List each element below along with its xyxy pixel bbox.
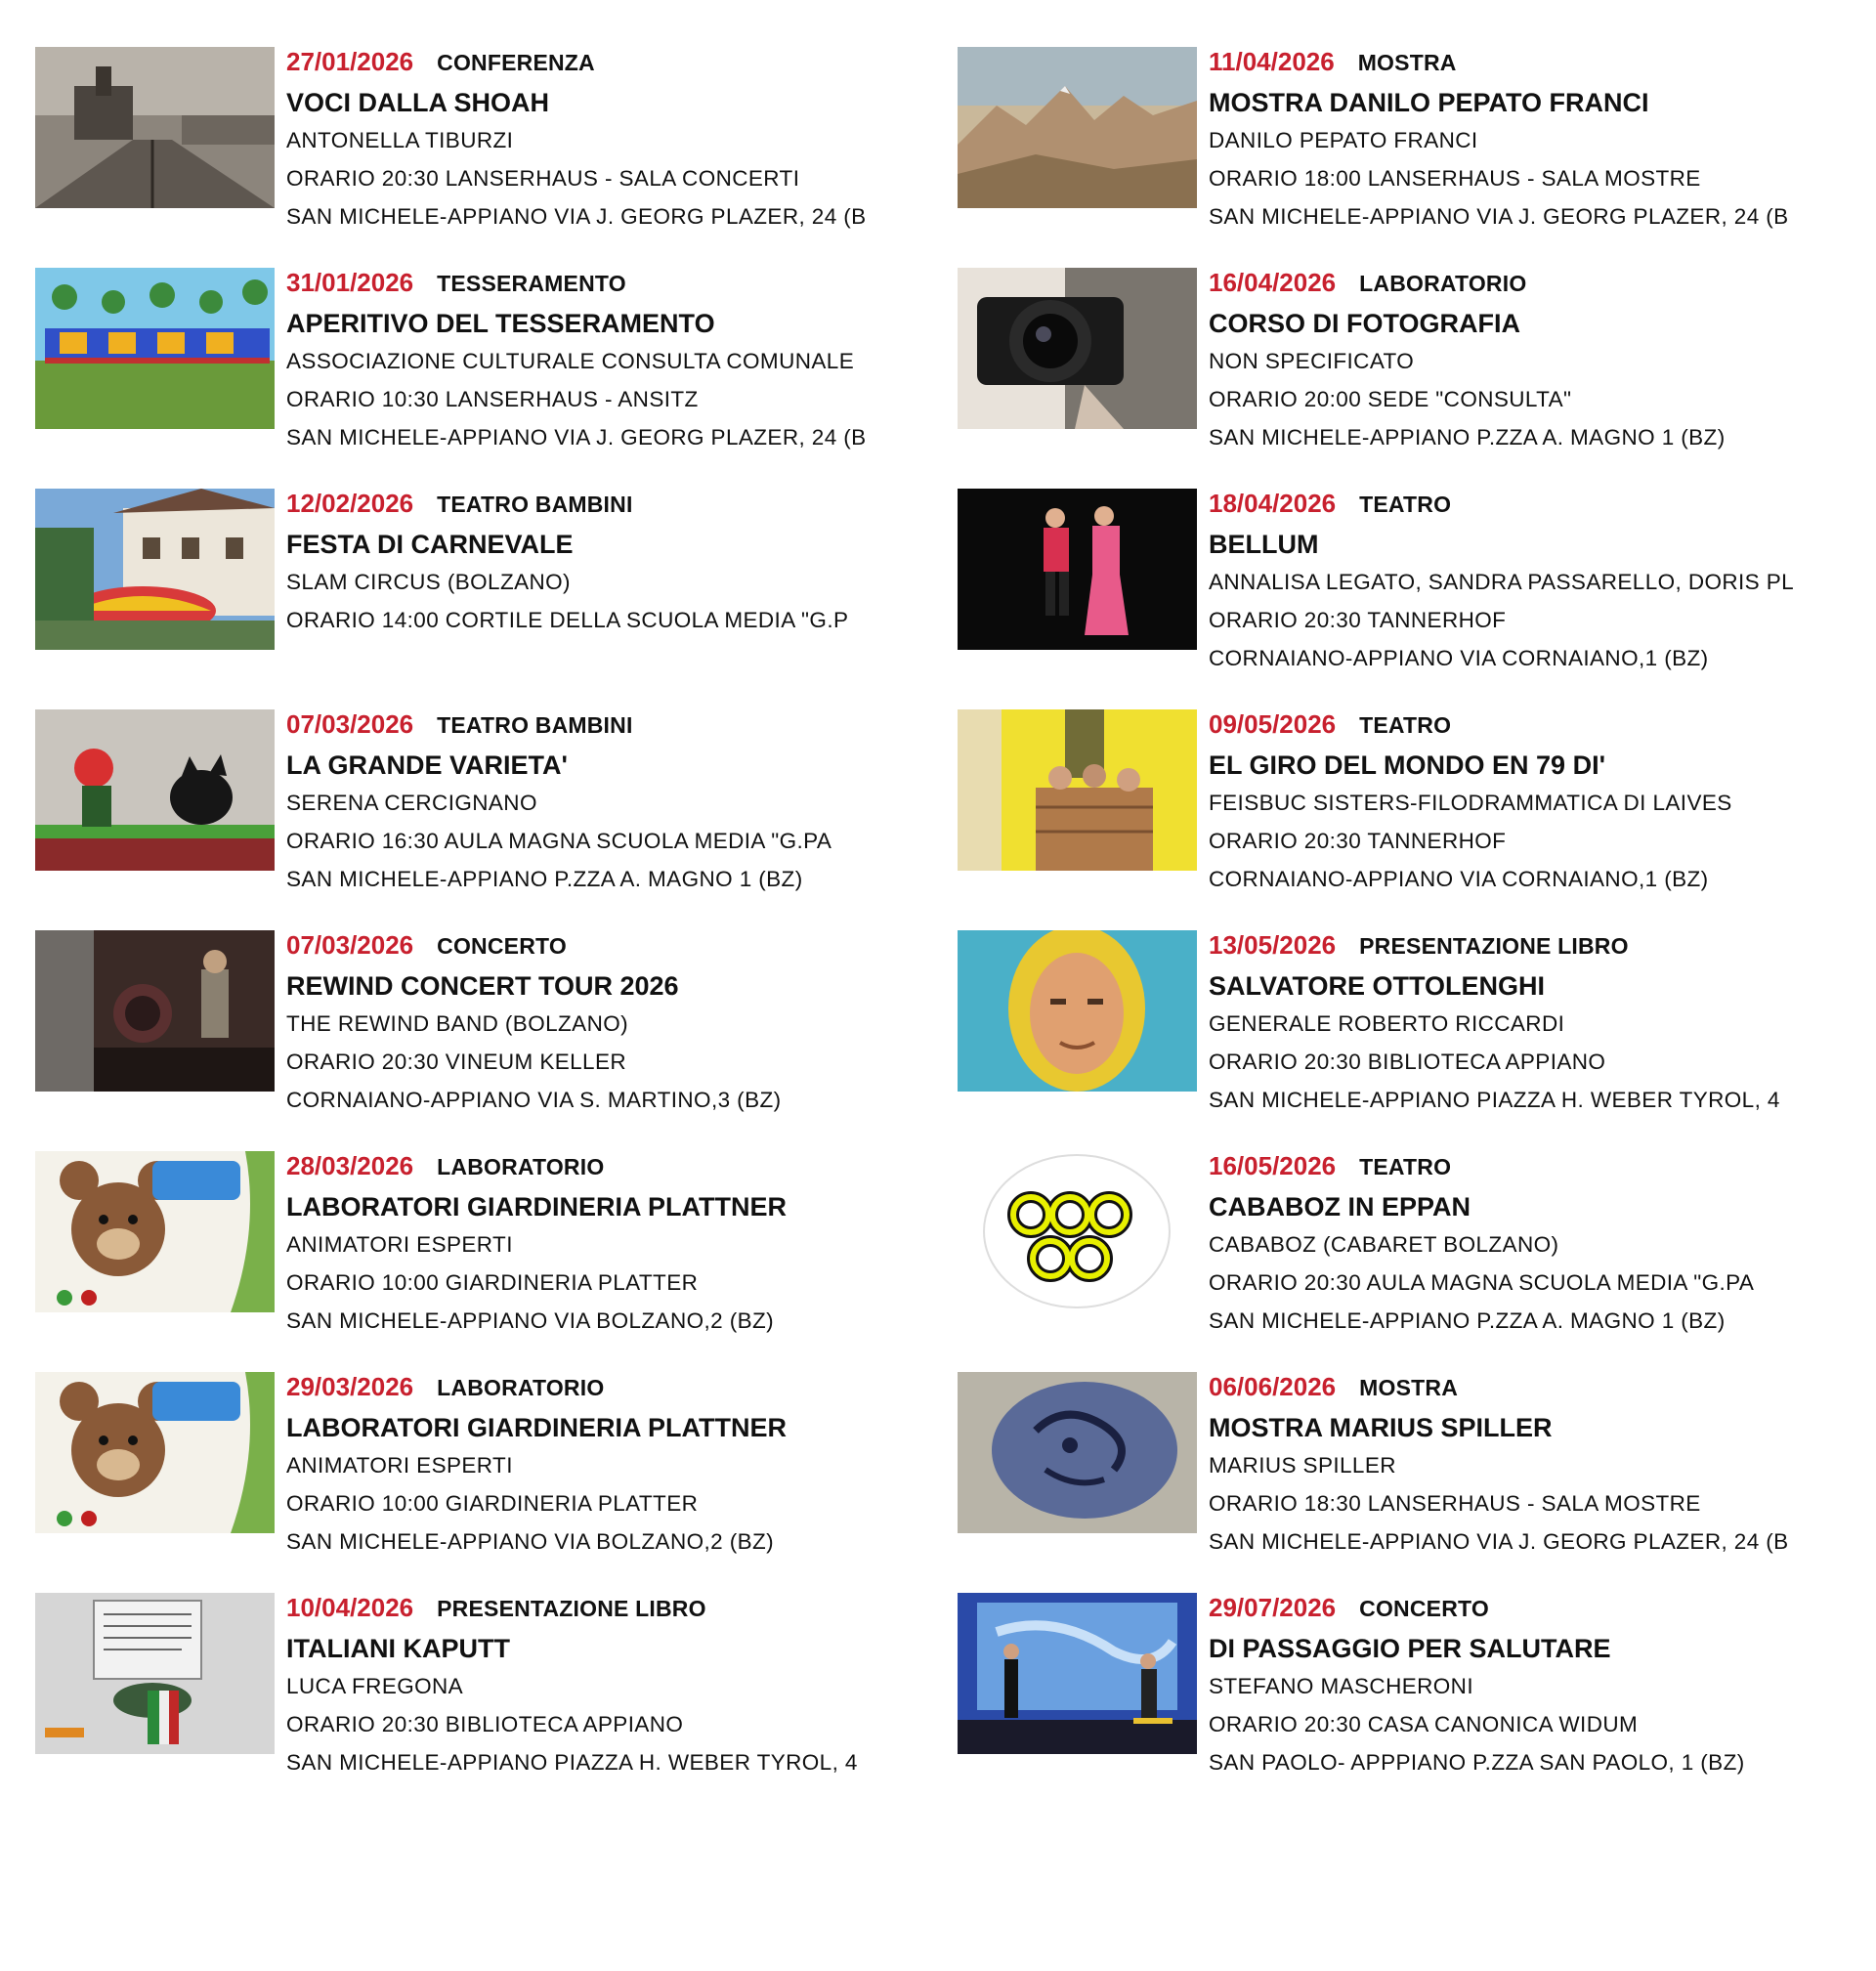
event-author: ASSOCIAZIONE CULTURALE CONSULTA COMUNALE <box>286 349 855 373</box>
event-date: 29/03/2026 <box>286 1372 414 1401</box>
event-category: MOSTRA <box>1357 50 1457 75</box>
event-address: SAN PAOLO- APPPIANO P.ZZA SAN PAOLO, 1 (BZ) <box>1209 1750 1745 1775</box>
event-address: SAN MICHELE-APPIANO PIAZZA H. WEBER TYROL, 4 <box>286 1750 858 1775</box>
events-column-left <box>35 47 915 1814</box>
event-photo-teddy-bear <box>35 1151 275 1312</box>
event-address <box>286 639 912 677</box>
event-time-place: ORARIO 20:30 VINEUM KELLER <box>286 1050 627 1074</box>
event-date: 12/02/2026 <box>286 489 414 518</box>
event-category: PRESENTAZIONE LIBRO <box>437 1596 706 1621</box>
event-info <box>286 930 912 1119</box>
event-card[interactable] <box>958 268 1837 489</box>
event-photo-portrait <box>958 930 1197 1092</box>
event-card[interactable] <box>35 1593 915 1814</box>
event-card[interactable] <box>958 1593 1837 1814</box>
event-info <box>286 47 912 236</box>
event-title: LA GRANDE VARIETA' <box>286 750 568 780</box>
event-info <box>1209 47 1834 236</box>
event-info <box>1209 1593 1834 1781</box>
event-author: ANIMATORI ESPERTI <box>286 1232 513 1257</box>
event-info <box>1209 709 1834 898</box>
event-date: 06/06/2026 <box>1209 1372 1337 1401</box>
event-photo-balloon <box>958 709 1197 871</box>
event-info <box>1209 1372 1834 1561</box>
event-card[interactable] <box>35 47 915 268</box>
event-card[interactable] <box>35 268 915 489</box>
event-time-place: ORARIO 20:30 BIBLIOTECA APPIANO <box>1209 1050 1606 1074</box>
event-title: LABORATORI GIARDINERIA PLATTNER <box>286 1192 787 1221</box>
event-card[interactable] <box>35 1151 915 1372</box>
event-author: LUCA FREGONA <box>286 1674 464 1698</box>
event-category: TEATRO <box>1359 712 1452 738</box>
event-title: LABORATORI GIARDINERIA PLATTNER <box>286 1413 787 1442</box>
event-date: 18/04/2026 <box>1209 489 1337 518</box>
event-info <box>286 709 912 898</box>
event-info <box>1209 930 1834 1119</box>
event-date: 31/01/2026 <box>286 268 414 297</box>
event-date: 11/04/2026 <box>1209 47 1335 76</box>
event-date: 27/01/2026 <box>286 47 414 76</box>
event-category: LABORATORIO <box>437 1375 605 1400</box>
event-address: CORNAIANO-APPIANO VIA S. MARTINO,3 (BZ) <box>286 1088 782 1112</box>
event-date: 16/04/2026 <box>1209 268 1337 297</box>
event-category: TEATRO <box>1359 492 1452 517</box>
event-card[interactable] <box>958 1151 1837 1372</box>
event-address: SAN MICHELE-APPIANO P.ZZA A. MAGNO 1 (BZ) <box>1209 1308 1726 1333</box>
event-info <box>286 1372 912 1561</box>
event-time-place: ORARIO 10:00 GIARDINERIA PLATTER <box>286 1270 699 1295</box>
event-card[interactable] <box>958 47 1837 268</box>
event-photo-puppets <box>35 709 275 871</box>
event-date: 13/05/2026 <box>1209 930 1337 960</box>
event-author: SERENA CERCIGNANO <box>286 791 537 815</box>
event-photo-mountain-painting <box>958 47 1197 208</box>
events-column-right <box>958 47 1837 1814</box>
event-category: LABORATORIO <box>437 1154 605 1179</box>
event-info <box>1209 268 1834 456</box>
event-category: PRESENTAZIONE LIBRO <box>1359 933 1629 959</box>
event-author: FEISBUC SISTERS-FILODRAMMATICA DI LAIVES <box>1209 791 1732 815</box>
event-time-place: ORARIO 18:30 LANSERHAUS - SALA MOSTRE <box>1209 1491 1701 1516</box>
event-card[interactable] <box>958 709 1837 930</box>
event-title: DI PASSAGGIO PER SALUTARE <box>1209 1634 1611 1663</box>
event-card[interactable] <box>35 930 915 1151</box>
event-photo-train-cartoon <box>35 268 275 429</box>
event-address: SAN MICHELE-APPIANO VIA J. GEORG PLAZER, 24 (B <box>286 204 867 229</box>
event-author: MARIUS SPILLER <box>1209 1453 1396 1478</box>
event-address: SAN MICHELE-APPIANO VIA BOLZANO,2 (BZ) <box>286 1308 775 1333</box>
event-address: SAN MICHELE-APPIANO VIA J. GEORG PLAZER, 24 (B <box>1209 1529 1789 1554</box>
event-date: 10/04/2026 <box>286 1593 414 1622</box>
event-info <box>286 1593 912 1781</box>
event-author: THE REWIND BAND (BOLZANO) <box>286 1011 629 1036</box>
event-title: VOCI DALLA SHOAH <box>286 88 549 117</box>
event-title: CABABOZ IN EPPAN <box>1209 1192 1471 1221</box>
event-time-place: ORARIO 10:00 GIARDINERIA PLATTER <box>286 1491 699 1516</box>
event-info <box>286 489 912 677</box>
event-address: SAN MICHELE-APPIANO VIA J. GEORG PLAZER, 24 (B <box>1209 204 1789 229</box>
event-photo-concert-stage <box>958 1593 1197 1754</box>
event-photo-plaque <box>35 1593 275 1754</box>
event-address: SAN MICHELE-APPIANO P.ZZA A. MAGNO 1 (BZ) <box>1209 425 1726 450</box>
event-address: SAN MICHELE-APPIANO PIAZZA H. WEBER TYROL, 4 <box>1209 1088 1780 1112</box>
event-time-place: ORARIO 20:00 SEDE "CONSULTA" <box>1209 387 1572 411</box>
event-author: ANNALISA LEGATO, SANDRA PASSARELLO, DORIS PL <box>1209 570 1795 594</box>
event-title: SALVATORE OTTOLENGHI <box>1209 971 1546 1001</box>
event-category: LABORATORIO <box>1359 271 1527 296</box>
event-photo-shoah <box>35 47 275 208</box>
event-title: EL GIRO DEL MONDO EN 79 DI' <box>1209 750 1605 780</box>
event-author: ANIMATORI ESPERTI <box>286 1453 513 1478</box>
event-date: 28/03/2026 <box>286 1151 414 1180</box>
event-time-place: ORARIO 20:30 AULA MAGNA SCUOLA MEDIA "G.PA <box>1209 1270 1755 1295</box>
event-time-place: ORARIO 20:30 TANNERHOF <box>1209 608 1507 632</box>
event-card[interactable] <box>958 1372 1837 1593</box>
event-photo-blue-artwork <box>958 1372 1197 1533</box>
event-time-place: ORARIO 20:30 LANSERHAUS - SALA CONCERTI <box>286 166 800 191</box>
event-date: 09/05/2026 <box>1209 709 1337 739</box>
event-card[interactable] <box>35 489 915 709</box>
event-title: FESTA DI CARNEVALE <box>286 530 574 559</box>
event-category: TEATRO BAMBINI <box>437 492 633 517</box>
event-logo-cababoz <box>958 1151 1197 1312</box>
event-date: 07/03/2026 <box>286 930 414 960</box>
event-title: MOSTRA DANILO PEPATO FRANCI <box>1209 88 1649 117</box>
event-card[interactable] <box>35 1372 915 1593</box>
event-photo-carnival <box>35 489 275 650</box>
event-title: APERITIVO DEL TESSERAMENTO <box>286 309 715 338</box>
event-date: 07/03/2026 <box>286 709 414 739</box>
event-title: ITALIANI KAPUTT <box>286 1634 510 1663</box>
event-photo-stage-actors <box>958 489 1197 650</box>
event-author: CABABOZ (CABARET BOLZANO) <box>1209 1232 1559 1257</box>
event-category: MOSTRA <box>1359 1375 1458 1400</box>
event-category: CONCERTO <box>1359 1596 1489 1621</box>
event-author: STEFANO MASCHERONI <box>1209 1674 1473 1698</box>
event-info <box>1209 1151 1834 1340</box>
event-time-place: ORARIO 20:30 BIBLIOTECA APPIANO <box>286 1712 684 1736</box>
event-category: TEATRO BAMBINI <box>437 712 633 738</box>
event-time-place: ORARIO 16:30 AULA MAGNA SCUOLA MEDIA "G.PA <box>286 829 832 853</box>
event-category: CONCERTO <box>437 933 567 959</box>
event-time-place: ORARIO 18:00 LANSERHAUS - SALA MOSTRE <box>1209 166 1701 191</box>
event-category: TESSERAMENTO <box>437 271 626 296</box>
event-info <box>1209 489 1834 677</box>
event-category: CONFERENZA <box>437 50 595 75</box>
event-card[interactable] <box>958 489 1837 709</box>
event-title: REWIND CONCERT TOUR 2026 <box>286 971 679 1001</box>
event-author: SLAM CIRCUS (BOLZANO) <box>286 570 571 594</box>
event-category: TEATRO <box>1359 1154 1452 1179</box>
event-address: CORNAIANO-APPIANO VIA CORNAIANO,1 (BZ) <box>1209 867 1709 891</box>
event-info <box>286 268 912 456</box>
event-author: ANTONELLA TIBURZI <box>286 128 514 152</box>
event-photo-band <box>35 930 275 1092</box>
event-photo-teddy-bear <box>35 1372 275 1533</box>
event-info <box>286 1151 912 1340</box>
event-address: SAN MICHELE-APPIANO VIA J. GEORG PLAZER, 24 (B <box>286 425 867 450</box>
event-time-place: ORARIO 10:30 LANSERHAUS - ANSITZ <box>286 387 699 411</box>
event-title: CORSO DI FOTOGRAFIA <box>1209 309 1521 338</box>
event-author: GENERALE ROBERTO RICCARDI <box>1209 1011 1565 1036</box>
event-title: MOSTRA MARIUS SPILLER <box>1209 1413 1553 1442</box>
event-address: SAN MICHELE-APPIANO P.ZZA A. MAGNO 1 (BZ) <box>286 867 803 891</box>
event-time-place: ORARIO 14:00 CORTILE DELLA SCUOLA MEDIA "G.P <box>286 608 849 632</box>
event-author: NON SPECIFICATO <box>1209 349 1415 373</box>
event-time-place: ORARIO 20:30 TANNERHOF <box>1209 829 1507 853</box>
event-card[interactable] <box>958 930 1837 1151</box>
event-card[interactable] <box>35 709 915 930</box>
event-author: DANILO PEPATO FRANCI <box>1209 128 1478 152</box>
event-time-place: ORARIO 20:30 CASA CANONICA WIDUM <box>1209 1712 1639 1736</box>
event-address: CORNAIANO-APPIANO VIA CORNAIANO,1 (BZ) <box>1209 646 1709 670</box>
event-date: 29/07/2026 <box>1209 1593 1337 1622</box>
event-title: BELLUM <box>1209 530 1319 559</box>
event-address: SAN MICHELE-APPIANO VIA BOLZANO,2 (BZ) <box>286 1529 775 1554</box>
event-date: 16/05/2026 <box>1209 1151 1337 1180</box>
event-photo-camera <box>958 268 1197 429</box>
